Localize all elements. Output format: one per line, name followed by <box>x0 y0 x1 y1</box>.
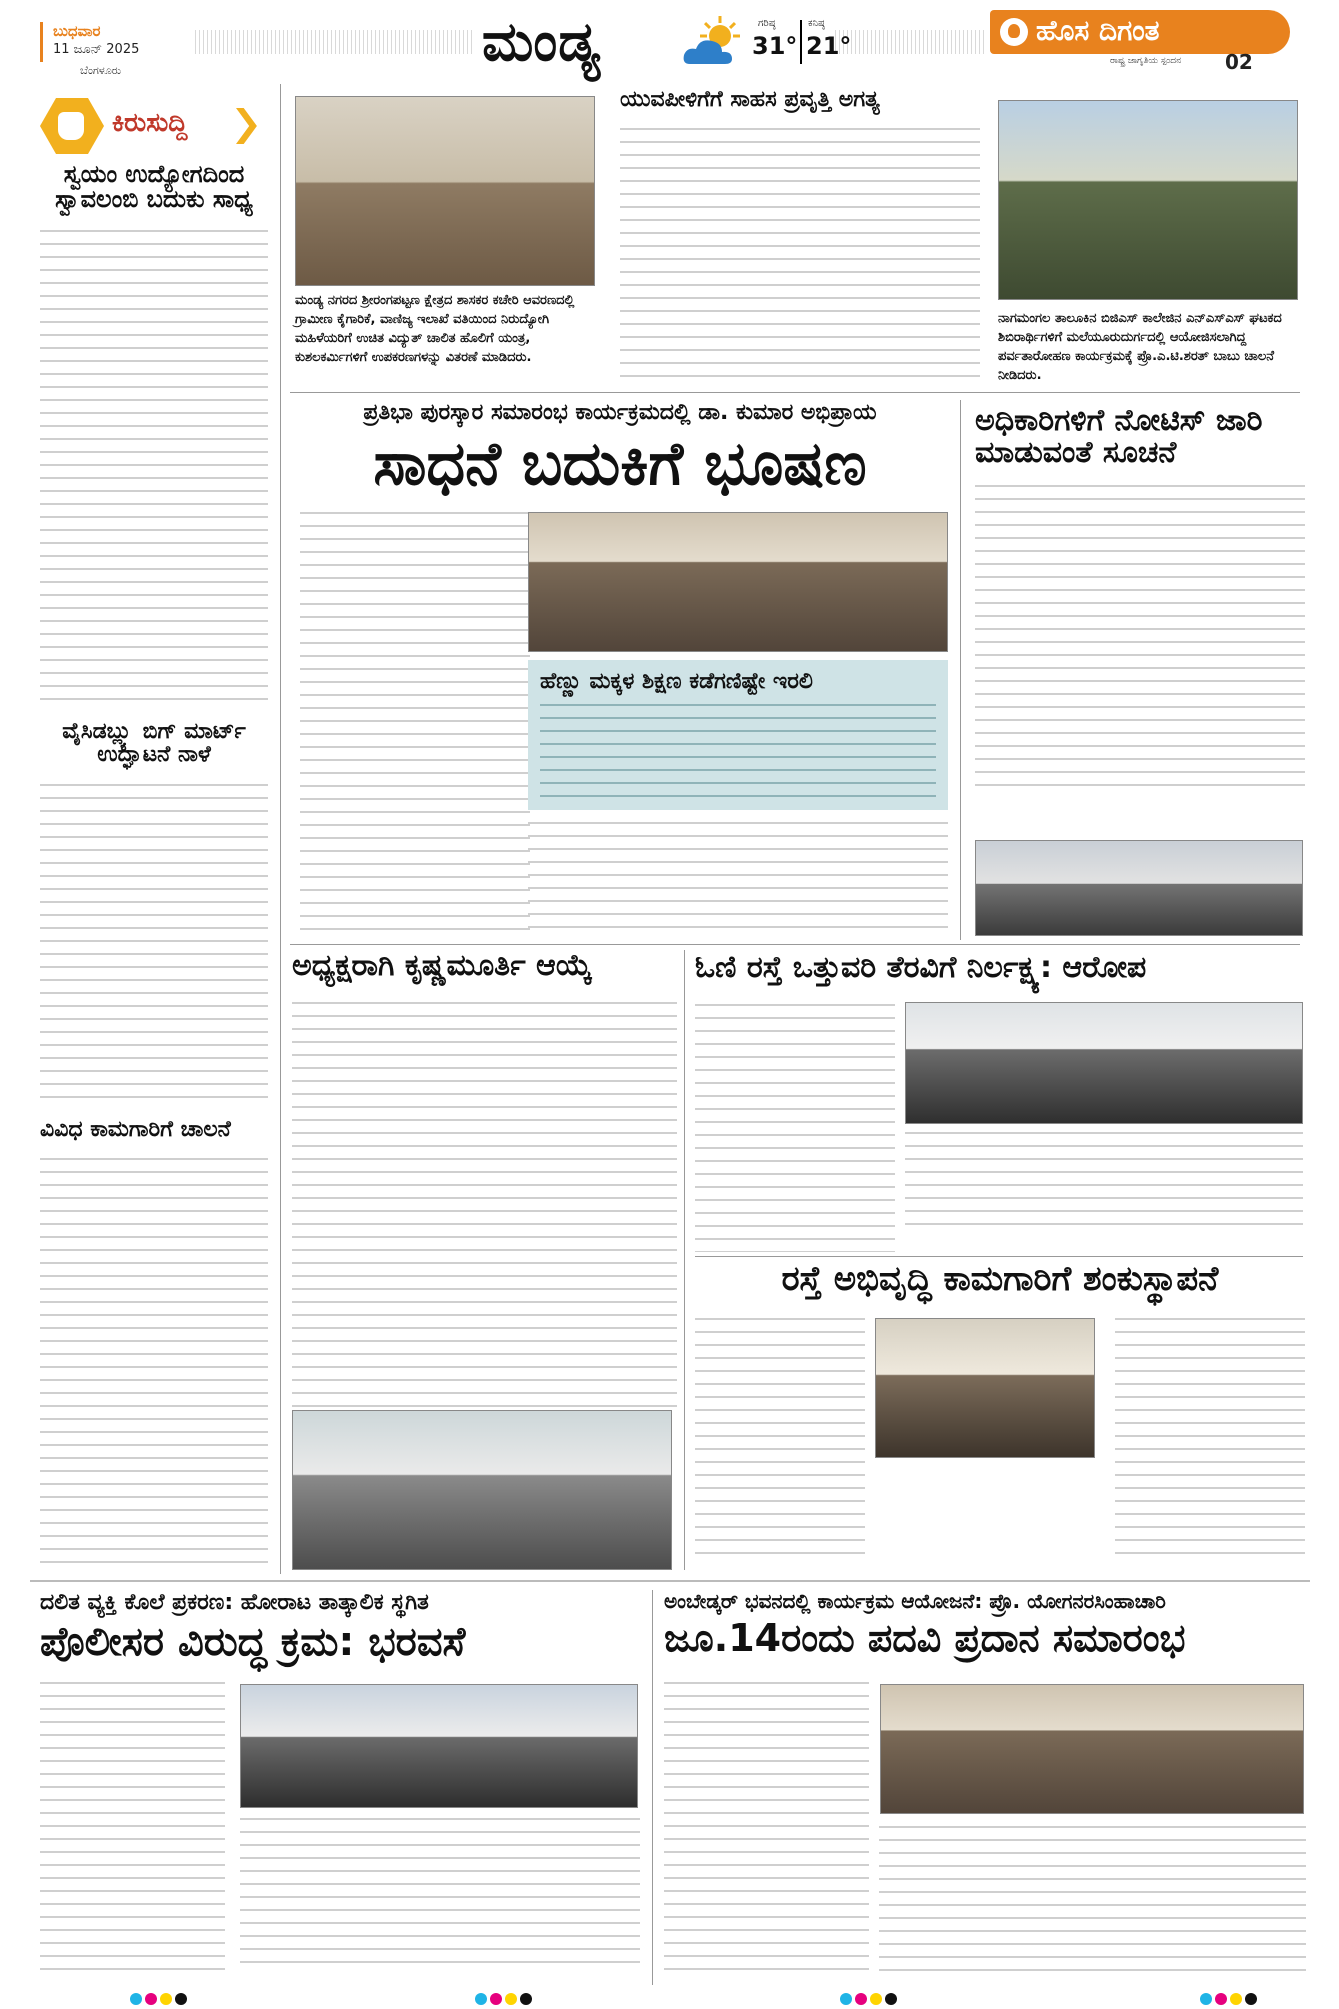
city-title: ಮಂಡ್ಯ <box>482 10 602 73</box>
flame-logo-icon <box>1000 18 1028 46</box>
article-adhikari <box>975 405 1305 835</box>
column-rule <box>960 400 961 940</box>
photo-officials-meeting <box>975 840 1303 936</box>
article-body <box>695 1318 865 1565</box>
article-body <box>620 128 980 388</box>
article-body <box>292 1002 677 1410</box>
min-temp: 21° <box>806 32 852 60</box>
photo-groundbreaking <box>875 1318 1095 1458</box>
column-rule <box>652 1590 653 1985</box>
article-body <box>40 1682 225 1981</box>
edition-place: ಬೆಂಗಳೂರು <box>80 64 122 77</box>
headline: ಸ್ವಯಂ ಉದ್ಯೋಗದಿಂದ ಸ್ವಾವಲಂಬಿ ಬದುಕು ಸಾಧ್ಯ <box>55 162 253 214</box>
photo-caption: ಮಂಡ್ಯ ನಗರದ ಶ್ರೀರಂಗಪಟ್ಟಣ ಕ್ಷೇತ್ರದ ಶಾಸಕರ ಕಚೇರಿ ಆವರಣದಲ್ಲಿ ಗ್ರಾಮೀಣ ಕೈಗಾರಿಕೆ, ವಾಣಿಜ್ಯ ಇಲಾಖೆ ವತಿಯಿಂದ ನಿರುದ್ಯೋಗಿ ಮಹಿಳೆಯರಿಗೆ ಉಚಿತ ವಿದ್ಯುತ್ ಚಾಲಿತ ಹೊಲಿಗೆ ಯಂತ್ರ, ಕುಶಲಕರ್ಮಿಗಳಿಗೆ ಉಪಕರಣಗಳನ್ನು ವಿತರಣೆ ಮಾಡಿದರು. <box>295 293 575 365</box>
masthead-rule-left <box>195 30 475 54</box>
lead-kicker: ಪ್ರತಿಭಾ ಪುರಸ್ಕಾರ ಸಮಾರಂಭ ಕಾರ್ಯಕ್ರಮದಲ್ಲಿ ಡಾ. ಕುಮಾರ ಅಭಿಪ್ರಾಯ <box>363 400 877 425</box>
article-body-right <box>240 1818 640 1974</box>
column-rule <box>684 950 685 1570</box>
row-rule <box>290 944 1300 945</box>
info-box-headline: ಹೆಣ್ಣು ಮಕ್ಕಳ ಶಿಕ್ಷಣ ಕಡೆಗಣಿಷ್ಟೇ ಇರಲಿ <box>540 669 813 694</box>
registration-marks <box>1200 1990 1260 2004</box>
article-body <box>40 1158 268 1574</box>
masthead-rule-right <box>835 30 985 54</box>
headline: ಓಣಿ ರಸ್ತೆ ಒತ್ತುವರಿ ತೆರವಿಗೆ ನಿರ್ಲಕ್ಷ್ಯ: ಆರೋಪ <box>695 952 1147 985</box>
row-rule <box>290 392 1300 393</box>
article-adhyaksha <box>292 950 677 1410</box>
section-rule <box>30 1580 1310 1582</box>
registration-marks <box>475 1990 535 2004</box>
info-box-body <box>540 704 936 808</box>
brand-tagline: ರಾಷ್ಟ್ರ ಜಾಗೃತಿಯ ಸ್ಪಂದನ <box>1110 56 1182 66</box>
weather-readout <box>752 18 852 68</box>
padavi-kicker: ಅಂಬೇಡ್ಕರ್ ಭವನದಲ್ಲಿ ಕಾರ್ಯಕ್ರಮ ಆಯೋಜನೆ: ಪ್ರೊ. ಯೋಗನರಸಿಂಹಾಚಾರಿ <box>664 1590 1166 1613</box>
photo-felicitation <box>292 1410 672 1570</box>
row-rule <box>695 1256 1303 1257</box>
headline: ಯುವಪೀಳಿಗೆಗೆ ಸಾಹಸ ಪ್ರವೃತ್ತಿ ಅಗತ್ಯ <box>620 88 880 112</box>
max-temp: 31° <box>752 32 798 60</box>
article-body <box>40 230 268 711</box>
headline: ಅಧ್ಯಕ್ಷರಾಗಿ ಕೃಷ್ಣಮೂರ್ತಿ ಆಯ್ಕೆ <box>292 950 593 983</box>
article-body <box>40 784 268 1109</box>
lead-headline: ಸಾಧನೆ ಬದುಕಿಗೆ ಭೂಷಣ <box>373 429 867 500</box>
police-kicker: ದಲಿತ ವ್ಯಕ್ತಿ ಕೊಲೆ ಪ್ರಕರಣ: ಹೋರಾಟ ತಾತ್ಕಾಲಿಕ ಸ್ಥಗಿತ <box>40 1590 429 1615</box>
min-temp-label: ಕನಿಷ್ಠ <box>808 18 825 29</box>
issue-date: 11 ಜೂನ್ 2025 <box>53 42 140 57</box>
photo-press-conference <box>880 1684 1304 1814</box>
weather-divider <box>800 20 802 64</box>
padavi-headline: ಜೂ.14ರಂದು ಪದವಿ ಪ್ರದಾನ ಸಮಾರಂಭ <box>664 1616 1186 1660</box>
article-body-continued <box>905 1132 1303 1236</box>
photo-award-ceremony <box>528 512 948 652</box>
headline: ವಿವಿಧ ಕಾಮಗಾರಿಗೆ ಚಾಲನೆ <box>40 1118 231 1142</box>
article-body-continued <box>528 822 948 939</box>
date-box <box>40 22 190 62</box>
max-temp-label: ಗರಿಷ್ಠ <box>758 18 776 29</box>
brand-banner <box>990 10 1290 54</box>
brand-name: ಹೊಸ ದಿಗಂತ <box>1036 14 1160 47</box>
article-body <box>695 1004 895 1252</box>
headline: ಅಧಿಕಾರಿಗಳಿಗೆ ನೋಟಿಸ್ ಜಾರಿ ಮಾಡುವಂತೆ ಸೂಚನೆ <box>975 405 1263 470</box>
article-yuvapeeli <box>620 88 980 388</box>
photo-press-meet <box>905 1002 1303 1124</box>
photo-nss-camp-group <box>998 100 1298 300</box>
article-body-right <box>1115 1318 1305 1565</box>
article-body <box>975 485 1305 797</box>
info-box <box>528 660 948 810</box>
page-number: 02 <box>1225 50 1253 74</box>
article-swayam <box>40 162 268 722</box>
weekday: ಬುಧವಾರ <box>53 22 101 40</box>
sun-cloud-icon <box>680 14 750 70</box>
photo-sewing-machine-distribution <box>295 96 595 286</box>
headline: ರಸ್ತೆ ಅಭಿವೃದ್ಧಿ ಕಾಮಗಾರಿಗೆ ಶಂಕುಸ್ಥಾಪನೆ <box>781 1262 1219 1299</box>
police-headline: ಪೊಲೀಸರ ವಿರುದ್ಧ ಕ್ರಮ: ಭರವಸೆ <box>40 1619 466 1666</box>
chevron-right-icon <box>236 108 258 144</box>
kirusuddi-label: ಕಿರುಸುದ್ದಿ <box>112 108 188 138</box>
article-wisdom <box>40 720 268 1120</box>
hand-icon <box>58 112 84 140</box>
article-vividha <box>40 1118 268 1574</box>
article-body <box>664 1682 869 1981</box>
photo-caption: ನಾಗಮಂಗಲ ತಾಲೂಕಿನ ಬಿಜಿಎಸ್ ಕಾಲೇಜಿನ ಎನ್‌ಎಸ್‌ಎಸ್ ಘಟಕದ ಶಿಬಿರಾರ್ಥಿಗಳಿಗೆ ಮಲೆಯೂರುದುರ್ಗದಲ್ಲಿ ಆಯೋಜಿಸಲಾಗಿದ್ದ ಪರ್ವತಾರೋಹಣ ಕಾರ್ಯಕ್ರಮಕ್ಕೆ ಪ್ರೊ.ಎ.ಟಿ.ಶರತ್ ಬಾಬು ಚಾಲನೆ ನೀಡಿದರು. <box>998 311 1282 383</box>
photo-protest-press <box>240 1684 638 1808</box>
article-body-right <box>879 1826 1306 1982</box>
masthead <box>0 0 1339 76</box>
headline: ವೈಸಿಡಬ್ಲ್ಯು ಬಿಗ್ ಮಾರ್ಟ್ ಉದ್ಘಾಟನೆ ನಾಳೆ <box>62 720 246 768</box>
column-rule <box>280 84 281 1574</box>
article-body <box>300 512 530 940</box>
registration-marks <box>130 1990 190 2004</box>
kirusuddi-banner <box>40 98 260 154</box>
registration-marks <box>840 1990 900 2004</box>
